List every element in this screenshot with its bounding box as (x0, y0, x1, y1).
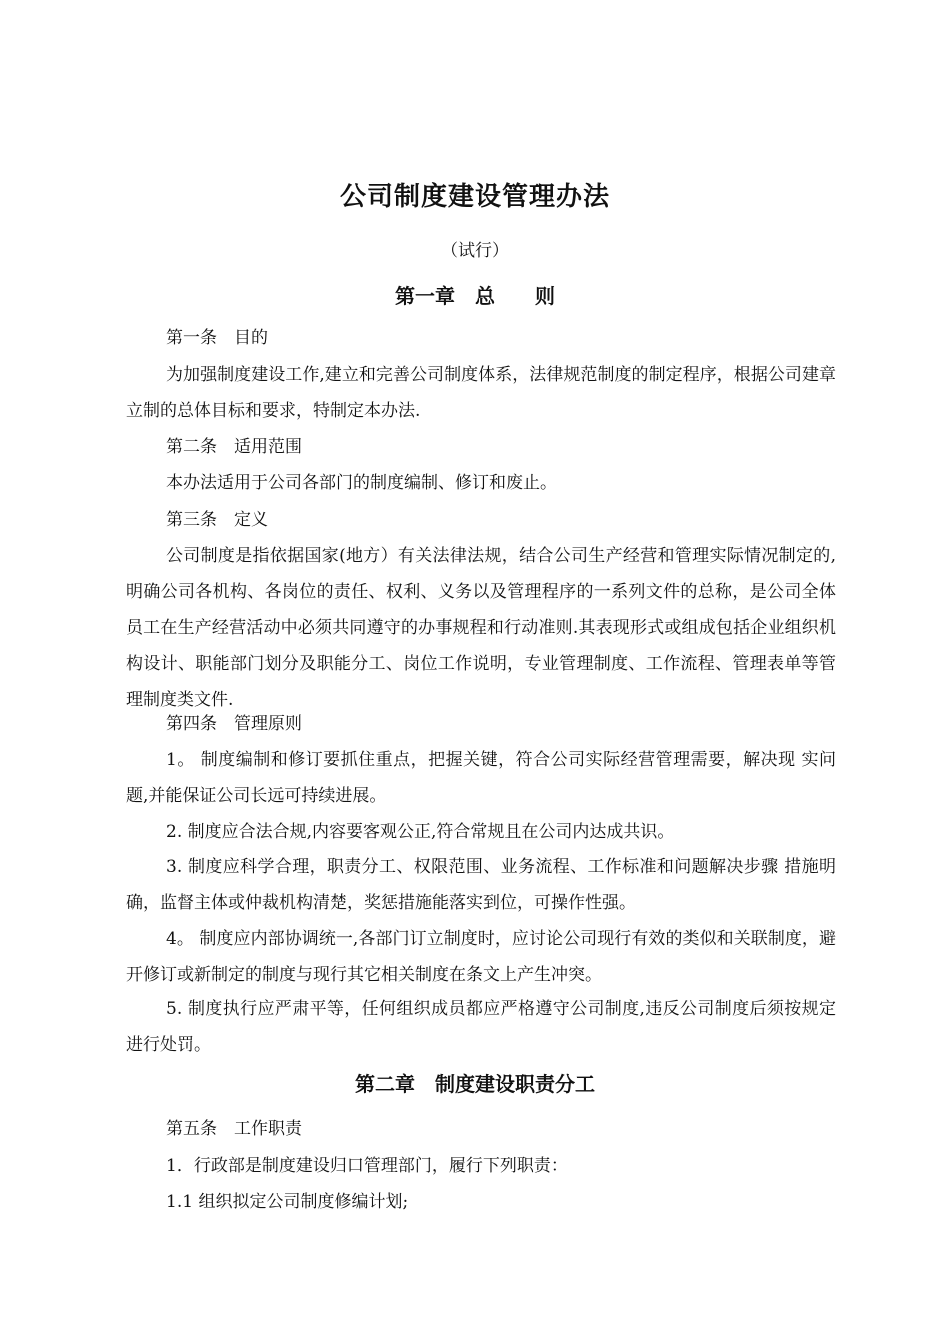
article-3-text: 公司制度是指依据国家(地方）有关法律法规，结合公司生产经营和管理实际情况制定的,明确公司各机构、各岗位的责任、权利、义务以及管理程序的一系列文件的总称，是公司全体员工在生产经营活动中必须共同遵守的办事规程和行动准则.其表现形式或组成包括企业组织机构设计、职能部门划分及职能分工、岗位工作说明，专业管理制度、工作流程、管理表单等管理制度类文件. (126, 546, 836, 710)
principle-3: 3. 制度应科学合理，职责分工、权限范围、业务流程、工作标准和问题解决步骤 措施明确，监督主体或仲裁机构清楚，奖惩措施能落实到位，可操作性强。 (126, 857, 836, 913)
article-2-text: 本办法适用于公司各部门的制度编制、修订和废止。 (166, 473, 557, 493)
article-4-heading: 第四条 管理原则 (166, 714, 302, 734)
document-subtitle: （试行） (441, 241, 509, 261)
principle-5: 5. 制度执行应严肃平等，任何组织成员都应严格遵守公司制度,违反公司制度后须按规定进行处罚。 (126, 999, 836, 1055)
duty-1: 1．行政部是制度建设归口管理部门，履行下列职责： (166, 1156, 568, 1176)
article-1-text: 为加强制度建设工作,建立和完善公司制度体系，法律规范制度的制定程序，根据公司建章立制的总体目标和要求，特制定本办法. (126, 365, 836, 421)
principle-1: 1。 制度编制和修订要抓住重点，把握关键，符合公司实际经营管理需要，解决现 实问题,并能保证公司长远可持续进展。 (126, 750, 836, 806)
chapter-2-heading: 第二章 制度建设职责分工 (355, 1072, 595, 1096)
article-2-heading: 第二条 适用范围 (166, 437, 302, 457)
principle-4: 4。 制度应内部协调统一,各部门订立制度时，应讨论公司现行有效的类似和关联制度，避开修订或新制定的制度与现行其它相关制度在条文上产生冲突。 (126, 929, 836, 985)
principle-2: 2. 制度应合法合规,内容要客观公正,符合常规且在公司内达成共识。 (166, 822, 675, 842)
article-5-heading: 第五条 工作职责 (166, 1119, 302, 1139)
duty-1-1: 1.1 组织拟定公司制度修编计划; (166, 1192, 409, 1212)
document-title: 公司制度建设管理办法 (339, 182, 610, 212)
article-1-heading: 第一条 目的 (166, 328, 268, 348)
article-3-heading: 第三条 定义 (166, 510, 268, 530)
chapter-1-heading: 第一章 总 则 (395, 284, 555, 308)
